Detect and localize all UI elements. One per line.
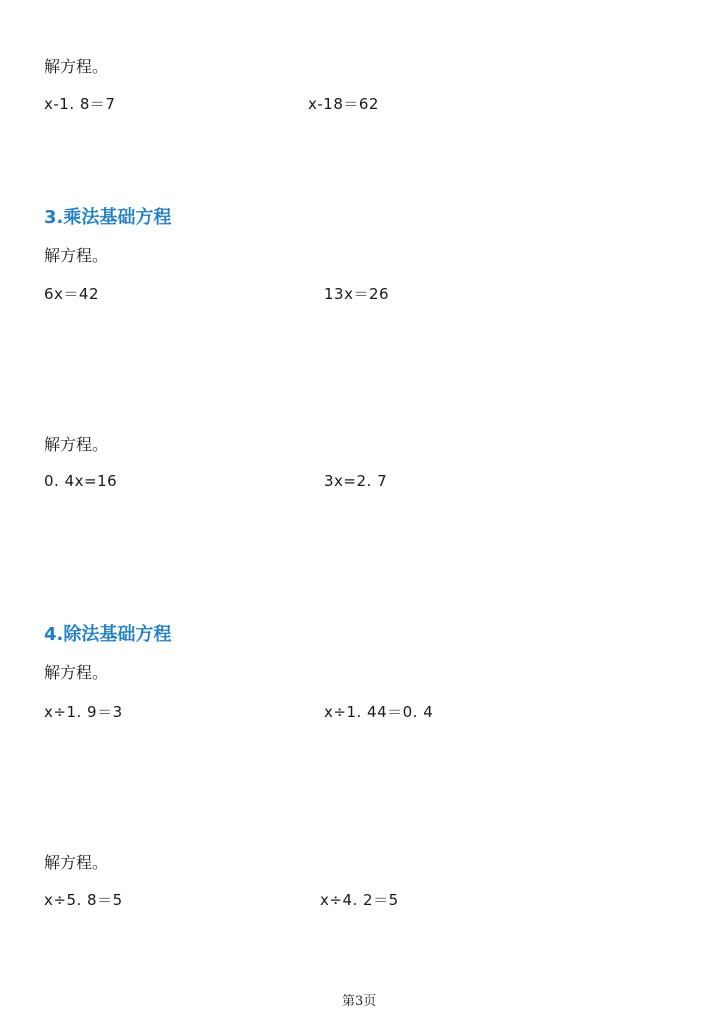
page-number: 第3页 [342, 994, 377, 1009]
equation-right: 3x=2. 7 [324, 472, 388, 490]
equation-left: x÷1. 9＝3 [44, 703, 123, 721]
section-heading-multiplication: 3.乘法基础方程 [44, 207, 172, 228]
equation-right: x-18＝62 [308, 95, 379, 113]
equation-left: 0. 4x=16 [44, 472, 118, 490]
instruction-text: 解方程。 [44, 57, 109, 76]
equation-left: x-1. 8＝7 [44, 95, 116, 113]
equation-right: x÷1. 44＝0. 4 [324, 703, 434, 721]
instruction-text: 解方程。 [44, 853, 109, 872]
equation-right: x÷4. 2＝5 [320, 891, 399, 909]
equation-right: 13x＝26 [324, 285, 390, 303]
section-heading-division: 4.除法基础方程 [44, 624, 172, 645]
instruction-text: 解方程。 [44, 246, 109, 265]
equation-left: 6x＝42 [44, 285, 100, 303]
instruction-text: 解方程。 [44, 435, 109, 454]
equation-left: x÷5. 8＝5 [44, 891, 123, 909]
instruction-text: 解方程。 [44, 663, 109, 682]
